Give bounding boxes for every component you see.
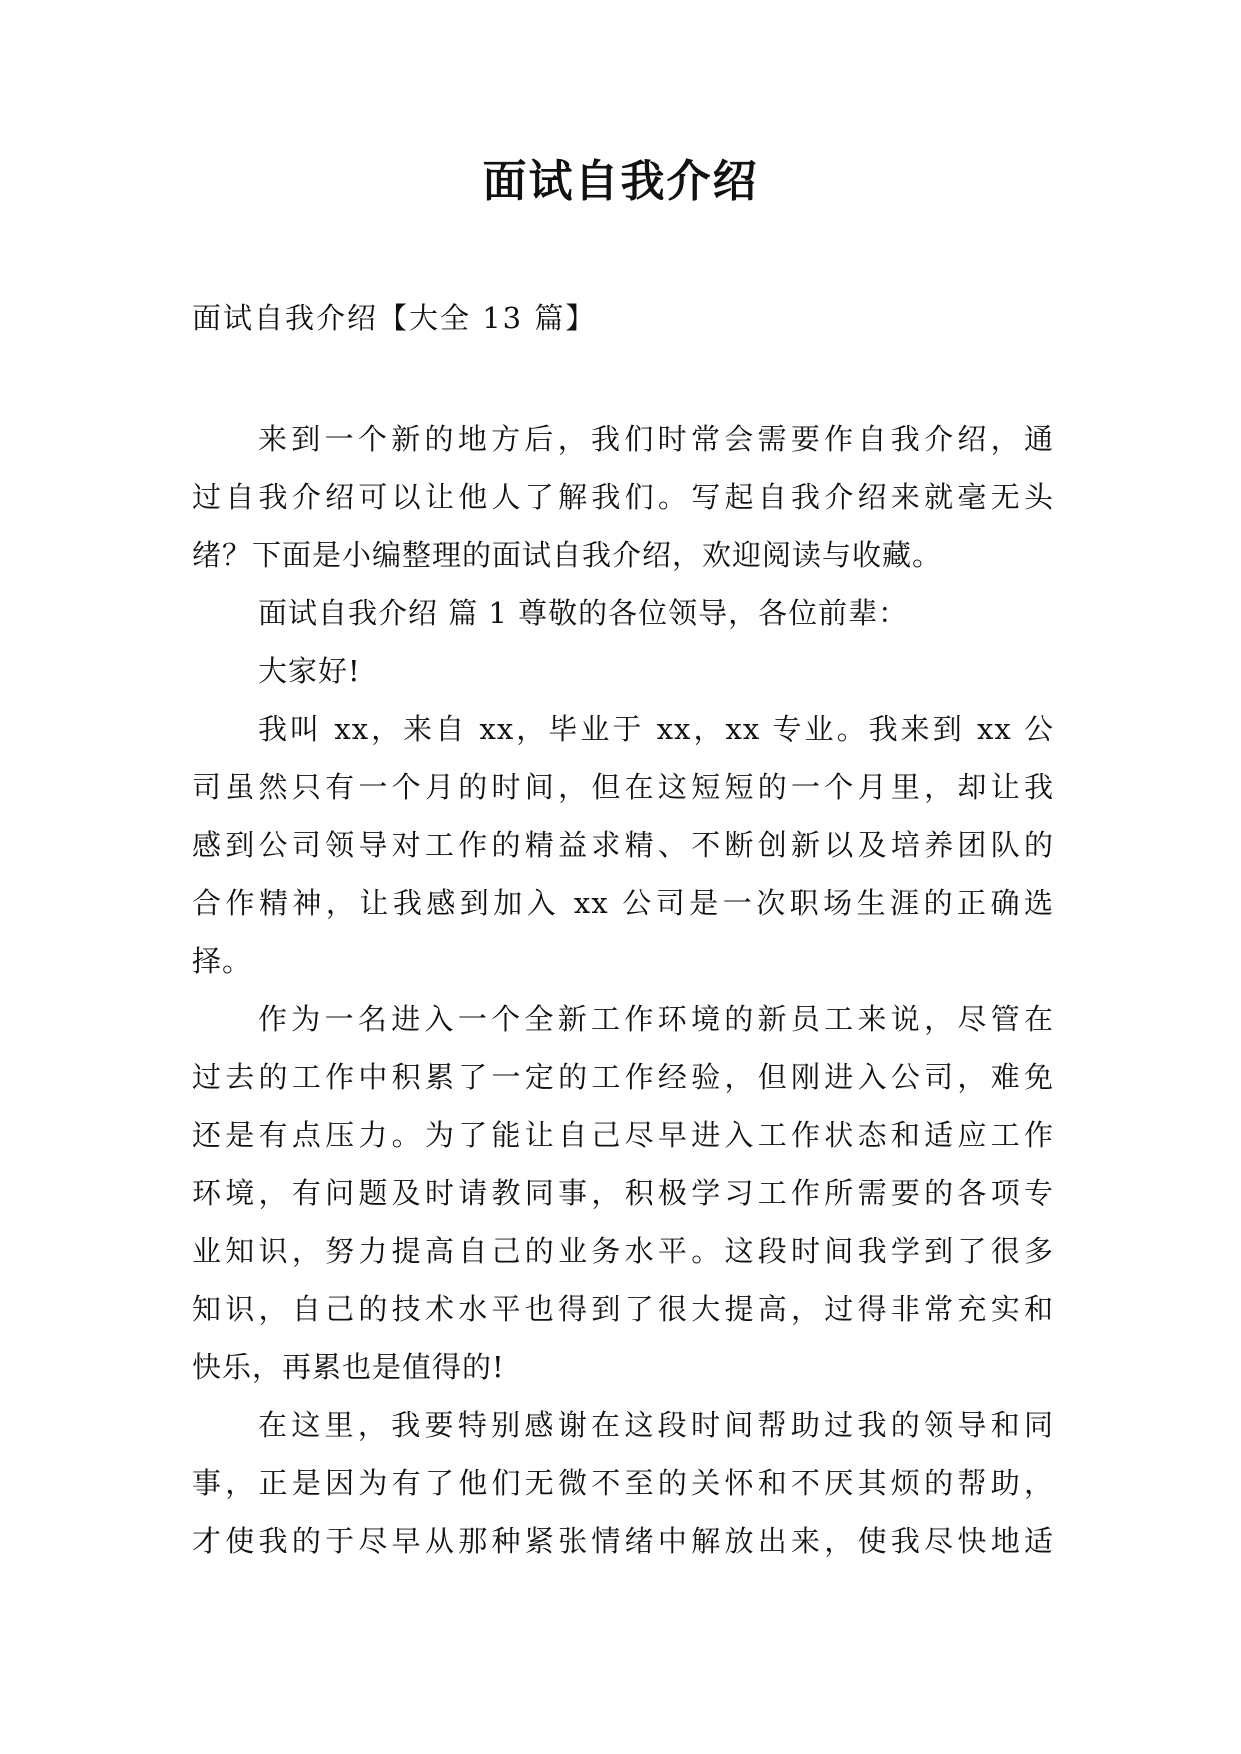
- document-body: [192, 410, 1054, 1570]
- paragraph-line: 过自我介绍可以让他人了解我们。写起自我介绍来就毫无头: [192, 480, 1054, 514]
- section-heading-line: 面试自我介绍 篇 1 尊敬的各位领导，各位前辈：: [258, 596, 909, 630]
- paragraph-line: 来到一个新的地方后，我们时常会需要作自我介绍，通: [258, 422, 1054, 456]
- paragraph-line: 作为一名进入一个全新工作环境的新员工来说，尽管在: [258, 1002, 1054, 1036]
- paragraph-line: 择。: [192, 944, 253, 978]
- paragraph-line: 还是有点压力。为了能让自己尽早进入工作状态和适应工作: [192, 1118, 1054, 1152]
- document-title: 面试自我介绍: [482, 156, 759, 207]
- paragraph-line: 司虽然只有一个月的时间，但在这短短的一个月里，却让我: [192, 770, 1054, 804]
- paragraph-line: 知识，自己的技术水平也得到了很大提高，过得非常充实和: [192, 1292, 1054, 1326]
- paragraph-line: 我叫 xx，来自 xx，毕业于 xx，xx 专业。我来到 xx 公: [258, 712, 1054, 746]
- paragraph-line: 绪？下面是小编整理的面试自我介绍，欢迎阅读与收藏。: [192, 538, 943, 572]
- document-subtitle: 面试自我介绍【大全 13 篇】: [192, 301, 597, 335]
- paragraph-line: 环境，有问题及时请教同事，积极学习工作所需要的各项专: [192, 1176, 1054, 1210]
- greeting-line: 大家好!: [258, 654, 361, 688]
- paragraph-line: 合作精神，让我感到加入 xx 公司是一次职场生涯的正确选: [192, 886, 1054, 920]
- paragraph-line: 感到公司领导对工作的精益求精、不断创新以及培养团队的: [192, 828, 1054, 862]
- paragraph-line: 事，正是因为有了他们无微不至的关怀和不厌其烦的帮助，: [192, 1466, 1054, 1500]
- paragraph-line: 才使我的于尽早从那种紧张情绪中解放出来，使我尽快地适: [192, 1524, 1054, 1558]
- paragraph-line: 过去的工作中积累了一定的工作经验，但刚进入公司，难免: [192, 1060, 1054, 1094]
- paragraph-line: 快乐，再累也是值得的!: [192, 1350, 505, 1384]
- paragraph-line: 业知识，努力提高自己的业务水平。这段时间我学到了很多: [192, 1234, 1054, 1268]
- paragraph-line: 在这里，我要特别感谢在这段时间帮助过我的领导和同: [258, 1408, 1054, 1442]
